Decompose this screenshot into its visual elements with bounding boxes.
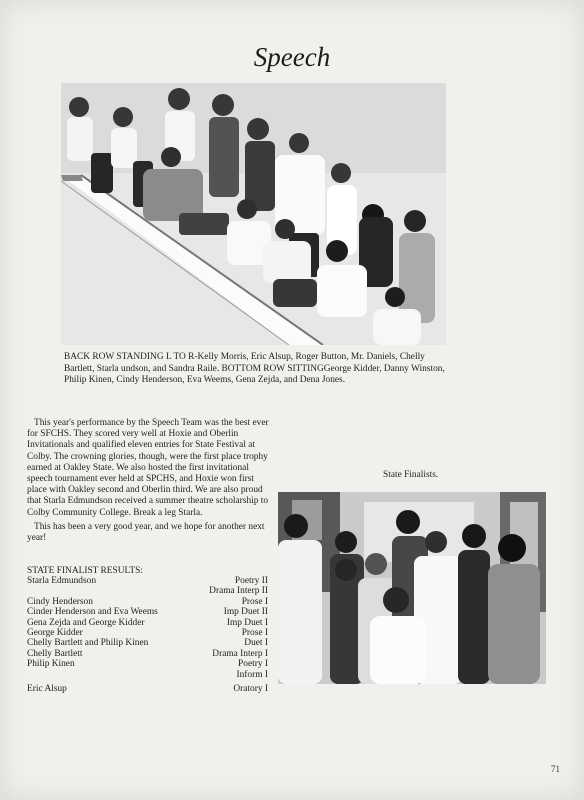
list-item bbox=[27, 586, 268, 596]
finalist-event: Imp Duet II bbox=[223, 607, 268, 618]
list-item bbox=[27, 607, 268, 617]
page-number: 71 bbox=[551, 764, 560, 774]
finalist-event: Prose I bbox=[241, 627, 268, 638]
list-item bbox=[27, 618, 268, 628]
finalist-name: Eric Alsup bbox=[27, 683, 67, 694]
finalist-name: Gena Zejda and George Kidder bbox=[27, 617, 145, 628]
team-photo-caption: BACK ROW STANDING L TO R-Kelly Morris, Eric Alsup, Roger Button, Mr. Daniels, Chelly Bartlett, Starla undson, and Sandra Raile. BOTTOM ROW SITTINGGeorge Kidder, Danny Winston, Philip Kinen, Cindy Henderson, Eva Weems, Gena Zejda, and Dena Jones. bbox=[64, 352, 445, 386]
finalist-name: Starla Edmundson bbox=[27, 576, 97, 586]
finalists-photo bbox=[278, 492, 546, 684]
finalist-event: Drama Interp II bbox=[209, 586, 268, 597]
list-item bbox=[27, 597, 268, 607]
finalist-event: Poetry I bbox=[238, 659, 268, 670]
list-item bbox=[27, 670, 268, 680]
list-item bbox=[27, 684, 268, 694]
finalist-event: Poetry II bbox=[234, 576, 268, 586]
page-title: Speech bbox=[253, 42, 331, 72]
finalist-event: Prose I bbox=[241, 596, 268, 607]
list-item bbox=[27, 649, 268, 659]
finalist-name: George Kidder bbox=[27, 627, 83, 638]
results-list bbox=[27, 576, 268, 694]
list-item bbox=[27, 638, 268, 648]
finalist-event: Drama Interp I bbox=[212, 648, 268, 659]
finalist-event: Imp Duet I bbox=[226, 617, 268, 628]
finalist-name: Philip Kinen bbox=[27, 659, 75, 670]
list-item bbox=[27, 628, 268, 638]
finalist-event: Duet I bbox=[244, 638, 268, 649]
finalists-photo-label: State Finalists. bbox=[383, 470, 439, 480]
team-summary-paragraph: This year's performance by the Speech Team was the best ever for SFCHS. They scored very well at Hoxie and Oberlin Invitationals and qualified eleven entries for State Festival at Colby. The crowning glories, though, were the first place trophy earned at Oakley State. We also hosted the first invitational speech tournament ever held at SPCHS, and Hoxie won first place with Oakley second and Oberlin third. We are also proud that Starla Edmundson received a summer theatre scholarship to Colby Community College. Break a leg Starla. bbox=[27, 418, 269, 518]
finalist-event: Oratory I bbox=[233, 683, 268, 694]
closing-paragraph: This has been a very good year, and we hope for another next year! bbox=[27, 522, 265, 544]
list-item bbox=[27, 576, 268, 586]
finalist-name: Cinder Henderson and Eva Weems bbox=[27, 607, 158, 618]
list-item bbox=[27, 659, 268, 669]
team-photo bbox=[61, 83, 446, 345]
finalist-name: Chelly Bartlett and Philip Kinen bbox=[27, 638, 149, 649]
results-heading: STATE FINALIST RESULTS: bbox=[27, 566, 143, 576]
finalist-name: Chelly Bartlett bbox=[27, 648, 83, 659]
finalist-event: Inform I bbox=[236, 669, 268, 680]
finalist-name: Cindy Henderson bbox=[27, 596, 93, 607]
